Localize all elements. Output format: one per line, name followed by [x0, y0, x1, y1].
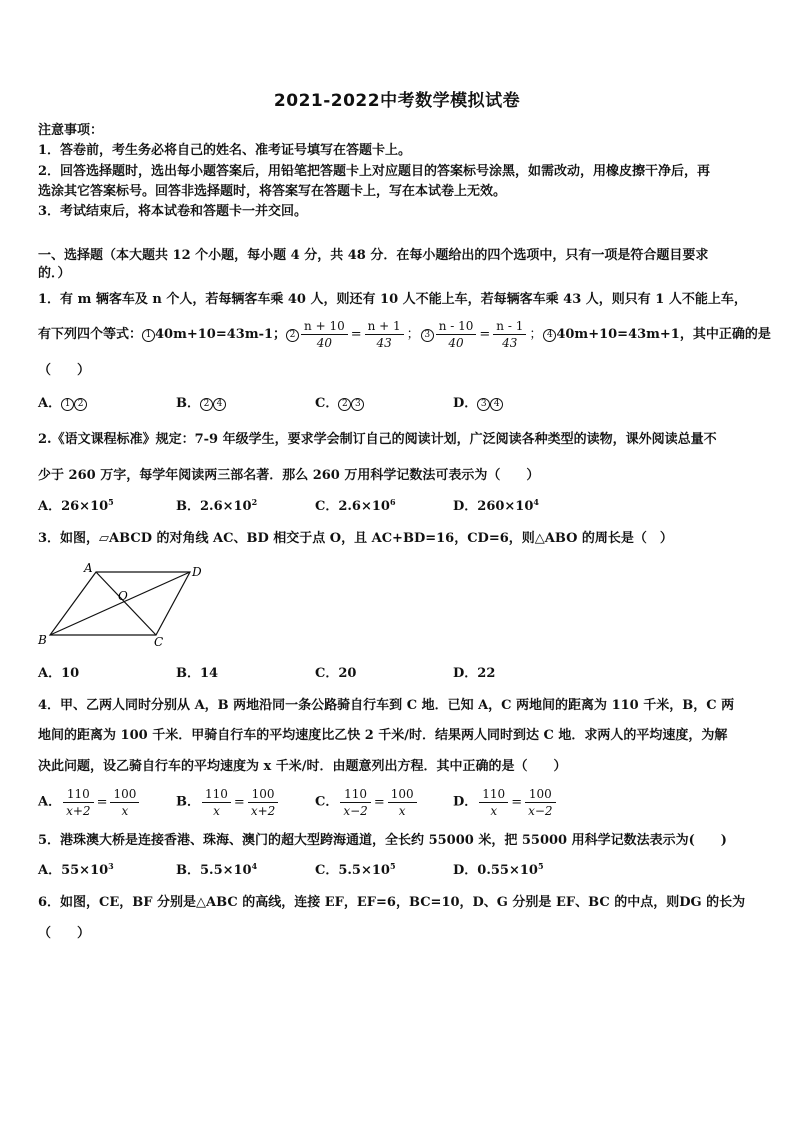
option-d: D．$260\times 10^4$ [453, 497, 539, 514]
fraction: $\frac{n + 10}{40}$ [301, 318, 348, 351]
option-a: A． $\frac{110}{x+2}$ = $\frac{100}{x}$ [38, 786, 141, 819]
option-c: C． $\frac{110}{x-2}$ = $\frac{100}{x}$ [315, 786, 419, 819]
option-a: A．$55\times 10^3$ [38, 861, 114, 878]
option-b: B． $\frac{110}{x}$ = $\frac{100}{x+2}$ [176, 786, 280, 819]
question-6-text: 6．如图，CE，BF 分别是△ABC 的高线，连接 EF，EF=6，BC=10，D、G 分别是 EF、BC 的中点，则DG 的长为 [38, 895, 746, 910]
circled-one-icon: 1 [142, 329, 155, 342]
question-1-text: 1．有 m 辆客车及 n 个人，若每辆客车乘 40 人，则还有 10 人不能上车，若每辆客车乘 43 人，则只有 1 人不能上车， [38, 292, 747, 307]
diagonal-bd [50, 572, 190, 635]
question-3-text: 3．如图，▱ABCD 的对角线 AC、BD 相交于点 O，且 AC+BD=16，CD=6，则△ABO 的周长是（ ） [38, 531, 673, 546]
question-4-text-cont: 地间的距离为 100 千米．甲骑自行车的平均速度比乙快 2 千米/时．结果两人同时到达 C 地．求两人的平均速度，为解 [38, 728, 728, 743]
option-a: A． 1 2 [38, 395, 87, 413]
question-2-text: 2.《语文课程标准》规定：7-9 年级学生，要求学会制订自己的阅读计划，广泛阅读各种类型的读物，课外阅读总量不 [38, 432, 717, 447]
option-b: B．$5.5\times 10^4$ [176, 861, 258, 878]
vertex-label-c: C [154, 635, 164, 649]
option-b: B．$2.6\times 10^2$ [176, 497, 258, 514]
notice-item: 1．答卷前，考生务必将自己的姓名、准考证号填写在答题卡上。 [38, 143, 412, 158]
page-title: 2021-2022中考数学模拟试卷 [273, 91, 521, 111]
fraction: $\frac{n - 10}{40}$ [436, 318, 477, 351]
diagonal-ac [96, 572, 156, 635]
vertex-label-b: B [38, 633, 47, 647]
notice-item: 2．回答选择题时，选出每小题答案后，用铅笔把答题卡上对应题目的答案标号涂黑，如需改动，用橡皮擦干净后，再 [38, 164, 711, 179]
equation-4: 40m+10=43m+1，其中正确的是 [556, 327, 771, 342]
option-a: A．10 [38, 666, 80, 681]
notice-heading: 注意事项： [38, 123, 104, 138]
option-c: C．$5.5\times 10^5$ [315, 861, 396, 878]
question-4-text-cont: 决此问题，设乙骑自行车的平均速度为 x 千米/时．由题意列出方程．其中正确的是（ ） [38, 759, 567, 774]
section-heading: 一、选择题（本大题共 12 个小题，每小题 4 分，共 48 分．在每小题给出的四个选项中，只有一项是符合题目要求 [38, 248, 709, 263]
question-5-text: 5．港珠澳大桥是连接香港、珠海、澳门的超大型跨海通道，全长约 55000 米，把 55000 用科学记数法表示为( ) [38, 833, 727, 848]
option-c: C．20 [315, 666, 357, 681]
fraction: $\frac{n + 1}{43}$ [365, 318, 404, 351]
question-2-text-cont: 少于 260 万字，每学年阅读两三部名著．那么 260 万用科学记数法可表示为（ ） [38, 468, 540, 483]
vertex-label-a: A [84, 561, 93, 575]
circled-four-icon: 4 [543, 329, 556, 342]
notice-item: 选涂其它答案标号。回答非选择题时，将答案写在答题卡上，写在本试卷上无效。 [38, 184, 507, 199]
option-b: B．14 [176, 666, 219, 681]
section-heading-cont: 的．） [38, 266, 71, 281]
notice-item: 3．考试结束后，将本试卷和答题卡一并交回。 [38, 204, 308, 219]
question-4-text: 4．甲、乙两人同时分别从 A，B 两地沿同一条公路骑自行车到 C 地．已知 A，C 两地间的距离为 110 千米，B，C 两 [38, 698, 735, 713]
option-d: D． $\frac{110}{x}$ = $\frac{100}{x-2}$ [453, 786, 558, 819]
answer-bracket: （ ） [38, 363, 91, 378]
option-c: C． 2 3 [315, 395, 364, 413]
center-label-o: O [118, 589, 128, 603]
equation-1: 40m+10=43m-1； [155, 327, 287, 342]
circled-three-icon: 3 [421, 329, 434, 342]
parallelogram-figure [34, 560, 214, 650]
option-c: C．$2.6\times 10^6$ [315, 497, 396, 514]
option-a: A．$26\times 10^5$ [38, 497, 114, 514]
fraction: $\frac{n - 1}{43}$ [493, 318, 526, 351]
option-b: B． 2 4 [176, 395, 226, 413]
answer-bracket: （ ） [38, 926, 91, 941]
vertex-label-d: D [192, 565, 202, 579]
question-1-equations: 有下列四个等式： 1 40m+10=43m-1； 2 $\frac{n + 10}{40}$ = $\frac{n + 1}{43}$ ； 3 $\frac{n - 10}{40}$ = $\frac{n - 1}{43}$ ； 4 40m+10=43m+1，其中正确的是 [38, 319, 771, 350]
equations-intro: 有下列四个等式： [38, 327, 143, 342]
circled-two-icon: 2 [286, 329, 299, 342]
option-d: D．$0.55\times 10^5$ [453, 861, 544, 878]
option-d: D．22 [453, 666, 496, 681]
option-d: D． 3 4 [453, 395, 503, 413]
